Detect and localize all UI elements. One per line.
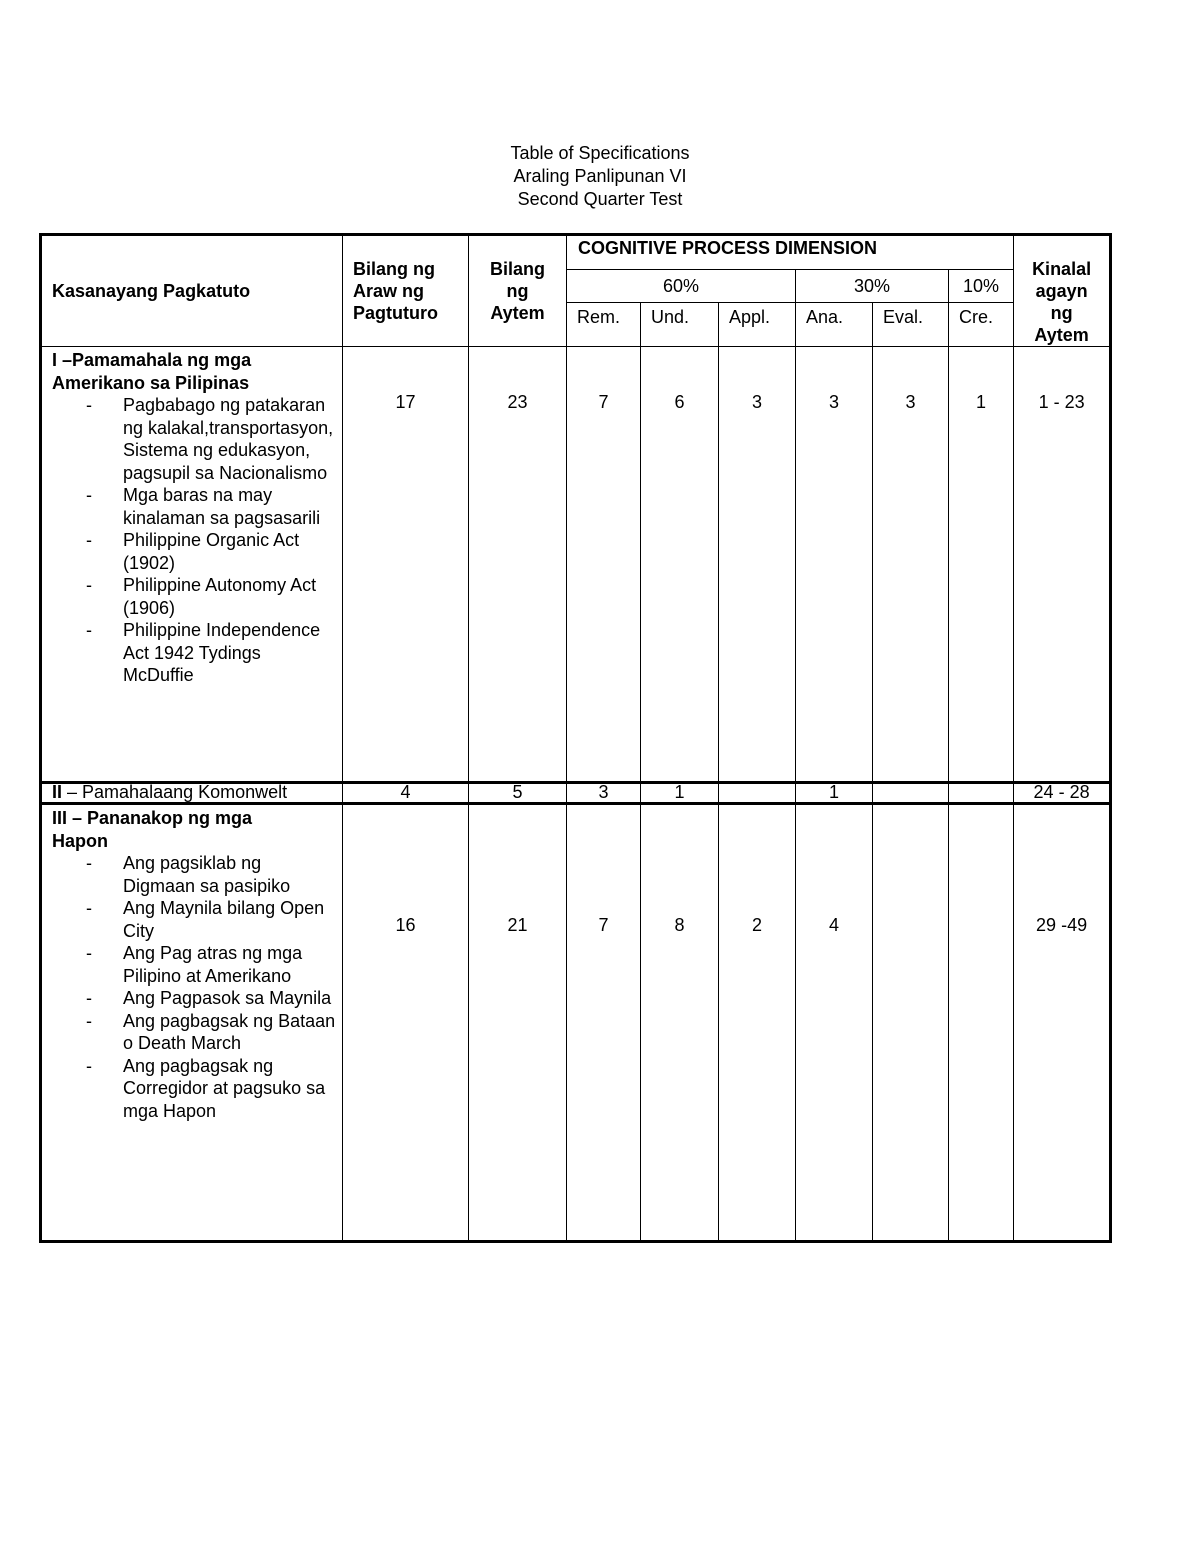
topic-title-line2: Hapon — [52, 830, 108, 851]
topic-title-line1: III – Pananakop ng mga — [52, 808, 253, 828]
header-rem: Rem. — [567, 303, 641, 347]
list-item: - Ang Pagpasok sa Maynila — [52, 987, 336, 1010]
competency-cell — [41, 783, 343, 804]
cre-cell: 1 — [949, 347, 1014, 783]
header-placement-line2: agayn — [1035, 281, 1088, 301]
header-cre: Cre. — [949, 303, 1014, 347]
subtopic-list — [52, 394, 336, 687]
eval-cell — [873, 804, 949, 1242]
topic-title-line2: Amerikano sa Pilipinas — [52, 372, 250, 393]
topic-numeral: II — [52, 782, 63, 802]
document-title — [0, 142, 1200, 211]
days-cell: 17 — [343, 347, 469, 783]
header-ana: Ana. — [796, 303, 873, 347]
list-item: - Philippine Autonomy Act (1906) — [52, 574, 336, 619]
appl-cell: 2 — [719, 804, 796, 1242]
header-days — [343, 235, 469, 347]
specifications-table — [39, 233, 1112, 1243]
days-cell: 4 — [343, 783, 469, 804]
table-row — [41, 347, 1111, 783]
list-item: - Pagbabago ng patakaran ng kalakal,transportasyon, Sistema ng edukasyon, pagsupil sa Nacionalismo — [52, 394, 336, 484]
title-line-3: Second Quarter Test — [517, 189, 683, 209]
cre-cell — [949, 783, 1014, 804]
header-cognitive: COGNITIVE PROCESS DIMENSION — [567, 235, 1014, 270]
list-item: - Ang Pag atras ng mga Pilipino at Amerikano — [52, 942, 336, 987]
header-placement — [1014, 235, 1111, 347]
items-cell: 5 — [469, 783, 567, 804]
header-eval: Eval. — [873, 303, 949, 347]
list-item: - Ang Maynila bilang Open City — [52, 897, 336, 942]
cre-cell — [949, 804, 1014, 1242]
und-cell: 1 — [641, 783, 719, 804]
rem-cell: 7 — [567, 347, 641, 783]
competency-cell — [41, 347, 343, 783]
placement-cell: 24 - 28 — [1014, 783, 1111, 804]
title-line-1: Table of Specifications — [510, 143, 690, 163]
header-items-line1: Bilang — [489, 259, 545, 279]
appl-cell — [719, 783, 796, 804]
list-item: - Philippine Organic Act (1902) — [52, 529, 336, 574]
eval-cell: 3 — [873, 347, 949, 783]
list-item: - Philippine Independence Act 1942 Tydings McDuffie — [52, 619, 336, 687]
competency-cell — [41, 804, 343, 1242]
subtopic-list — [52, 852, 336, 1122]
list-item: - Ang pagbagsak ng Corregidor at pagsuko sa mga Hapon — [52, 1055, 336, 1123]
header-items-line3: Aytem — [490, 303, 545, 323]
rem-cell: 7 — [567, 804, 641, 1242]
eval-cell — [873, 783, 949, 804]
appl-cell: 3 — [719, 347, 796, 783]
header-placement-line3: ng — [1050, 303, 1073, 323]
ana-cell: 1 — [796, 783, 873, 804]
header-placement-line1: Kinalal — [1032, 259, 1092, 279]
header-pct-10: 10% — [949, 270, 1014, 303]
und-cell: 6 — [641, 347, 719, 783]
und-cell: 8 — [641, 804, 719, 1242]
ana-cell: 3 — [796, 347, 873, 783]
table-row — [41, 783, 1111, 804]
items-cell: 21 — [469, 804, 567, 1242]
header-days-line3: Pagtuturo — [353, 303, 438, 323]
topic-title: – Pamahalaang Komonwelt — [62, 782, 288, 802]
placement-cell: 29 -49 — [1014, 804, 1111, 1242]
header-row-1 — [41, 235, 1111, 270]
items-cell: 23 — [469, 347, 567, 783]
header-appl: Appl. — [719, 303, 796, 347]
title-line-2: Araling Panlipunan VI — [513, 166, 687, 186]
header-items-line2: ng — [506, 281, 529, 301]
header-days-line1: Bilang ng — [353, 259, 435, 279]
header-placement-line4: Aytem — [1034, 325, 1089, 345]
list-item: - Mga baras na may kinalaman sa pagsasarili — [52, 484, 336, 529]
header-und: Und. — [641, 303, 719, 347]
table-row — [41, 804, 1111, 1242]
list-item: - Ang pagsiklab ng Digmaan sa pasipiko — [52, 852, 336, 897]
rem-cell: 3 — [567, 783, 641, 804]
header-pct-30: 30% — [796, 270, 949, 303]
header-days-line2: Araw ng — [353, 281, 425, 301]
header-items — [469, 235, 567, 347]
header-pct-60: 60% — [567, 270, 796, 303]
ana-cell: 4 — [796, 804, 873, 1242]
topic-title-line1: I –Pamamahala ng mga — [52, 350, 252, 370]
header-competency: Kasanayang Pagkatuto — [41, 235, 343, 347]
placement-cell: 1 - 23 — [1014, 347, 1111, 783]
days-cell: 16 — [343, 804, 469, 1242]
list-item: - Ang pagbagsak ng Bataan o Death March — [52, 1010, 336, 1055]
